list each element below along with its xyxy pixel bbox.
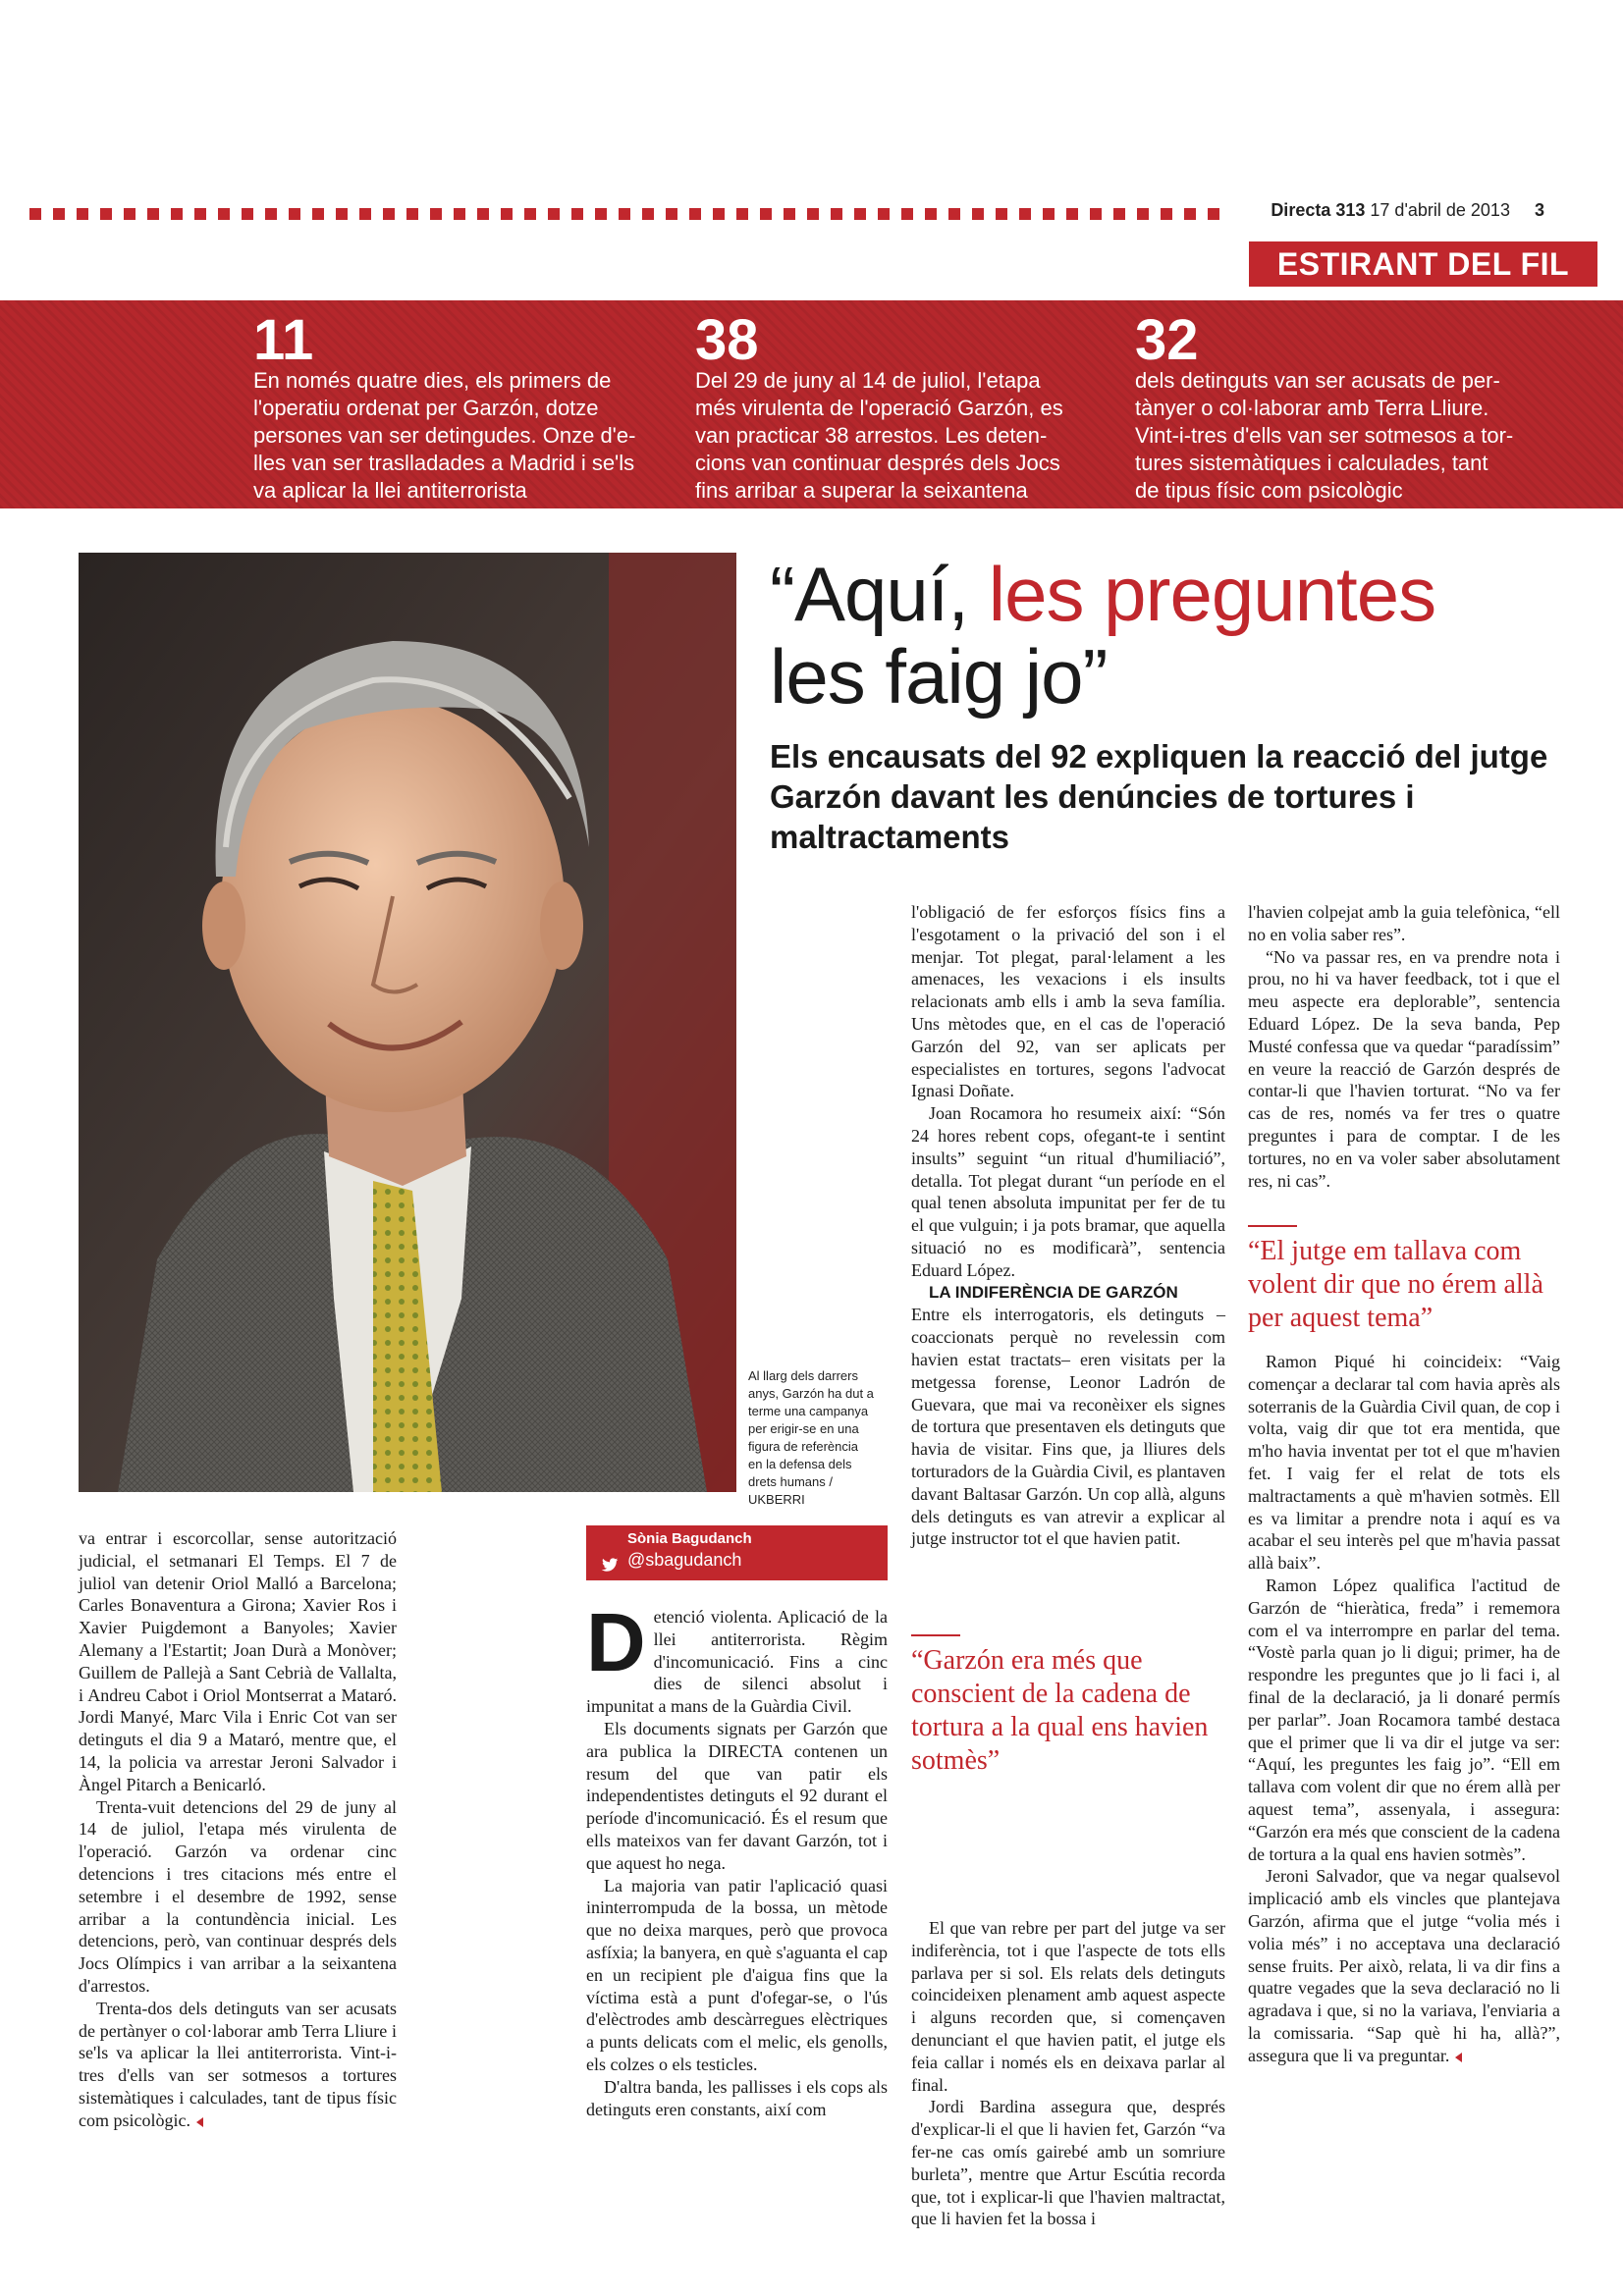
- stat-number: 38: [695, 308, 759, 372]
- paragraph: Els documents signats per Garzón que ara publica la DIRECTA contenen un resum del que van patir els independentistes detinguts el 92 durant el període d'incomunicació. És el resum que ells mateixos van fer davant Garzón, tot i que aquest ho nega.: [586, 1718, 888, 1873]
- stat-line: En només quatre dies, els primers de: [253, 368, 612, 393]
- paragraph: l'havien colpejat amb la guia telefònica, “ell no en volia saber res”.: [1248, 902, 1560, 944]
- stat-number: 32: [1135, 308, 1199, 372]
- publication-name: Directa 313: [1271, 200, 1366, 220]
- article-column-1: [79, 1527, 397, 2132]
- page-number: 3: [1534, 200, 1544, 220]
- paragraph: D'altra banda, les pallisses i els cops als detinguts eren constants, així com: [586, 2076, 888, 2119]
- stat-line: Del 29 de juny al 14 de juliol, l'etapa: [695, 368, 1041, 393]
- article-column-4: [1248, 901, 1560, 1192]
- stat-block: [253, 308, 646, 505]
- header-dash-rule: [29, 208, 1222, 220]
- stat-line: l'operatiu ordenat per Garzón, dotze: [253, 396, 599, 420]
- stat-line: cions van continuar després dels Jocs: [695, 451, 1060, 475]
- article-column-2: [586, 1596, 888, 2120]
- paragraph: “No va passar res, en va prendre nota i prou, no hi va haver feedback, tot i que el meu aspecte era deplorable”, sentencia Eduard López. De la seva banda, Pep Musté confessa que va quedar “paradíssim” en veure la reacció de Garzón després de contar-li que l'havien torturat. “No va fer cas de res, només va fer tres o quatre preguntes i para de comptar. I de les tortures, no en va voler saber absolutament res, ni cas”.: [1248, 946, 1560, 1191]
- paragraph: Ramon Piqué hi coincideix: “Vaig començar a declarar tal com havia après als soterranis de la Guàrdia Civil quan, de cop i volta, vaig dir que tot era mentida, que m'ho havia inventat per tot el que m'havien fet. I vaig fer el relat de tots els maltractaments a què m'havien sotmès. Ell es va limitar a prendre nota i aquí es va acabar el seu interès pel que m'havia passat allà baix”.: [1248, 1352, 1560, 1574]
- stat-line: persones van ser detingudes. Onze d'e-: [253, 423, 636, 448]
- page-info: [1271, 200, 1544, 221]
- stat-text: [1135, 367, 1567, 505]
- drop-cap: D: [586, 1596, 646, 1688]
- subheadline: Els encausats del 92 expliquen la reacció del jutge Garzón davant les denúncies de tortures i maltractaments: [770, 738, 1548, 855]
- article-column-3-continued: [911, 1917, 1225, 2230]
- stat-line: de tipus físic com psicològic: [1135, 478, 1403, 503]
- paragraph: Ramon López qualifica l'actitud de Garzón de “hieràtica, freda” i rememora com el va interrompre en parlar del tema. “Vostè parla quan jo li digui; primer, ha de respondre les preguntes que jo li faci i, al final de la declaració, ja li donaré permís per parlar”. Joan Rocamora també destaca que el primer que li va dir el jutge va ser: “Aquí, les preguntes les faig jo”. “Ell em tallava com volent dir que no érem allà per aquest tema”, assenyala, i assegura: “Garzón era més que conscient de la cadena de tortura a la qual ens havien sotmès”.: [1248, 1575, 1560, 1864]
- headline-part-1: “Aquí,: [770, 551, 989, 637]
- author-name: Sònia Bagudanch: [627, 1530, 752, 1547]
- paragraph-text: Trenta-dos dels detinguts van ser acusats de pertànyer o col·laborar amb Terra Lliure i se'ls va aplicar la llei antiterrorista. Vint-i-tres d'ells van ser sotmesos a tortures sistemàtiques i calculades, tant de tipus físic com psicològic.: [79, 1998, 397, 2130]
- stat-text: [695, 367, 1088, 505]
- twitter-bird-icon: [600, 1555, 620, 1575]
- paragraph: Trenta-vuit detencions del 29 de juny al 14 de juliol, l'etapa més virulenta de l'operació. Garzón va ordenar cinc detencions i tres citacions més entre el setembre i el desembre de 1992, sense arribar a la contundència inicial. Les detencions, però, van continuar després dels Jocs Olímpics i van arribar a la seixantena d'arrestos.: [79, 1796, 397, 1996]
- stat-line: lles van ser traslladades a Madrid i se'ls: [253, 451, 635, 475]
- section-tag: ESTIRANT DEL FIL: [1249, 241, 1597, 287]
- stat-block: [1135, 308, 1567, 505]
- headline: [770, 553, 1575, 718]
- paragraph: l'obligació de fer esforços físics fins a l'esgotament o la privació del son i el menjar. Tot plegat, paral·lelament a les amenaces, les vexacions i els insults relacionats amb ells i amb la seva família. Uns mètodes que, en el cas de l'operació Garzón del 92, van ser aplicats per especialistes en tortures, segons l'advocat Ignasi Doñate.: [911, 902, 1225, 1101]
- paragraph: Jordi Bardina assegura que, després d'explicar-li el que li havien fet, Garzón “va fer-ne cas omís gairebé amb un somriure burleta”, mentre que Artur Escútia recorda que, tot i explicar-li que l'havien maltractat, que li havien fet la bossa i: [911, 2097, 1225, 2229]
- end-mark-icon: [196, 2117, 203, 2127]
- stat-line: tures sistemàtiques i calculades, tant: [1135, 451, 1488, 475]
- article-column-4-continued: [1248, 1351, 1560, 2067]
- paragraph: El que van rebre per part del jutge va ser indiferència, tot i que l'aspecte de tots ells parlava per si sol. Els relats dels detinguts coincideixen plenament amb aquest aspecte i alguns recorden que, si començaven denunciant el que havien patit, el jutge els feia callar i només els en deixava parlar al final.: [911, 1918, 1225, 2095]
- stat-number: 11: [253, 308, 314, 372]
- section-subtitle: LA INDIFERÈNCIA DE GARZÓN: [929, 1282, 1178, 1302]
- stat-line: Vint-i-tres d'ells van ser sotmesos a tor-: [1135, 423, 1514, 448]
- stat-line: fins arribar a superar la seixantena: [695, 478, 1028, 503]
- paragraph: Joan Rocamora ho resumeix així: “Són 24 hores rebent cops, ofegant-te i sentint insults” seguint “un ritual d'humiliació”, detalla. Tot plegat durant “un període en el qual tenen absoluta impunitat per fer de tu el que vulguin; i ja pots bramar, que aquella situació no es modificarà”, sentencia Eduard López.: [911, 1103, 1225, 1280]
- end-mark-icon: [1455, 2053, 1462, 2062]
- pull-quote: “Garzón era més que conscient de la cadena de tortura a la qual ens havien sotmès”: [911, 1645, 1209, 1776]
- stat-line: més virulenta de l'operació Garzón, es: [695, 396, 1063, 420]
- article-column-3: [911, 901, 1225, 1550]
- byline: [586, 1525, 888, 1580]
- pull-quote-rule: [911, 1634, 960, 1636]
- stats-band: [0, 300, 1623, 508]
- publication-date: 17 d'abril de 2013: [1370, 200, 1510, 220]
- paragraph: [79, 1998, 397, 2132]
- paragraph: Entre els interrogatoris, els detinguts –coaccionats perquè no revelessin com havien estat tractats– eren visitats per la metgessa forense, Leonor Ladrón de Guevara, que mai va reconèixer els signes de tortura que presentaven els detinguts que havia de visitar. Fins que, ja lliures dels torturadors de la Guàrdia Civil, es plantaven davant Baltasar Garzón. Un cop allà, alguns dels detinguts es van atrevir a explicar al jutge instructor tot el que havien patit.: [911, 1305, 1225, 1549]
- stat-text: [253, 367, 646, 505]
- headline-part-2-highlight: les preguntes: [988, 551, 1436, 637]
- stat-line: va aplicar la llei antiterrorista: [253, 478, 527, 503]
- pull-quote-rule: [1248, 1225, 1297, 1227]
- paragraph: La majoria van patir l'aplicació quasi ininterrompuda de la bossa, un mètode que no deixa marques, però que provoca asfíxia; la banyera, en què s'aguanta el cap en un recipient ple d'aigua fins que la víctima està a punt d'ofegar-se, o l'ús d'elèctrodes amb descàrregues elèctriques a punts delicats com el melic, els genolls, els colzes o els testicles.: [586, 1875, 888, 2074]
- stat-line: van practicar 38 arrestos. Les deten-: [695, 423, 1048, 448]
- garzon-photo: [79, 553, 736, 1492]
- photo-caption: Al llarg dels darrers anys, Garzón ha dut a terme una campanya per erigir-se en una figura de referència en la defensa dels drets humans / UKBERRI: [748, 1368, 874, 1507]
- paragraph: va entrar i escorcollar, sense autorització judicial, el setmanari El Temps. El 7 de juliol van detenir Oriol Malló a Barcelona; Carles Bonaventura a Girona; Xavier Ros i Xavier Puigdemont a Banyoles; Xavier Alemany a l'Estartit; Joan Durà a Monòver; Guillem de Pallejà a Sant Cebrià de Vallalta, i Andreu Cabot i Oriol Montserrat a Mataró. Jordi Manyé, Marc Vila i Enric Cot van ser detinguts el dia 9 a Mataró, mentre que, el 14, la policia va arrestar Jeroni Salvador i Àngel Pitarch a Benicarló.: [79, 1528, 397, 1794]
- stat-block: [695, 308, 1088, 505]
- lead-paragraph: [586, 1596, 888, 1718]
- paragraph-text: Jeroni Salvador, que va negar qualsevol implicació amb els vincles que plantejava Garzón, afirma que el jutge “volia més i volia més” i no acceptava una declaració sense fruits. Per això, relata, li va dir fins a quatre vegades que la seva declaració no li agradava i que, si no la variava, l'enviaria a la comissaria. “Sap què hi ha, allà?”, assegura que li va preguntar.: [1248, 1866, 1560, 2065]
- paragraph: [1248, 1865, 1560, 2066]
- stat-line: tànyer o col·laborar amb Terra Lliure.: [1135, 396, 1489, 420]
- headline-part-3: les faig jo”: [770, 633, 1108, 720]
- pull-quote: “El jutge em tallava com volent dir que no érem allà per aquest tema”: [1248, 1236, 1543, 1333]
- author-twitter-handle: @sbagudanch: [627, 1550, 742, 1570]
- stat-line: dels detinguts van ser acusats de per-: [1135, 368, 1500, 393]
- lead-text: etenció violenta. Aplicació de la llei antiterrorista. Règim d'incomunicació. Fins a cinc dies de silenci absolut i impunitat a mans de la Guàrdia Civil.: [586, 1607, 888, 1717]
